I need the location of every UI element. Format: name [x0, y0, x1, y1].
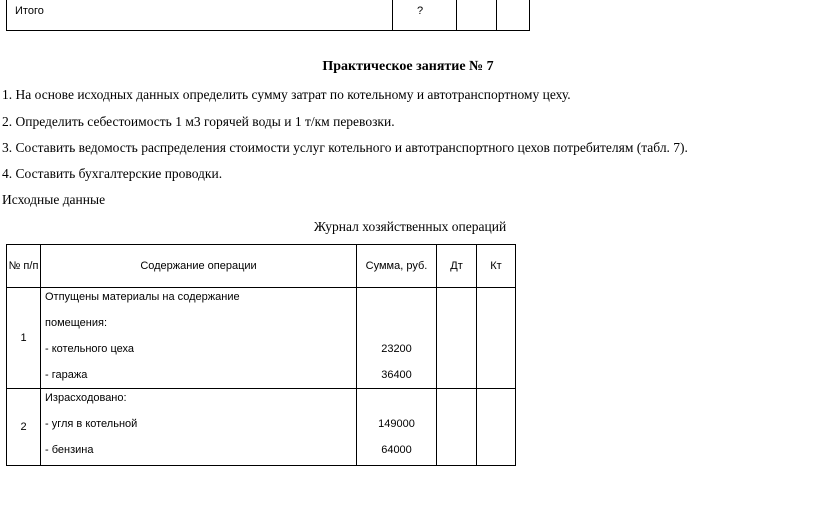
sum-line: 23200 — [381, 343, 412, 355]
row-kt — [477, 389, 516, 466]
row-dt — [437, 288, 477, 389]
sum-line: 149000 — [378, 418, 415, 430]
table-row — [7, 288, 516, 389]
header-num: № п/п — [7, 245, 41, 288]
header-kt: Кт — [477, 245, 516, 288]
table-row — [7, 389, 516, 466]
content-line: - угля в котельной — [45, 418, 138, 430]
source-data-label: Исходные данные — [2, 192, 106, 207]
row-content — [41, 389, 357, 466]
task-2: 2. Определить себестоимость 1 м3 горячей воды и 1 т/км перевозки. — [2, 114, 395, 129]
total-dt-cell — [456, 0, 496, 31]
header-content: Содержание операции — [41, 245, 357, 288]
row-num: 2 — [7, 389, 41, 466]
total-row — [6, 0, 530, 31]
sum-line — [357, 290, 436, 316]
task-1: 1. На основе исходных данных определить сумму затрат по котельному и автотранспортному цеху. — [2, 87, 571, 102]
content-line: помещения: — [45, 317, 108, 329]
total-label: Итого — [15, 5, 44, 17]
header-sum: Сумма, руб. — [357, 245, 437, 288]
total-value: ? — [417, 5, 424, 17]
task-3: 3. Составить ведомость распределения стоимости услуг котельного и автотранспортного цехов потребителям (табл. 7). — [2, 140, 688, 155]
sum-line — [357, 391, 436, 417]
content-line: - гаража — [45, 369, 88, 381]
content-line: - котельного цеха — [45, 343, 135, 355]
row-content — [41, 288, 357, 389]
journal-title: Журнал хозяйственных операций — [313, 219, 507, 234]
task-4: 4. Составить бухгалтерские проводки. — [2, 166, 223, 181]
sum-line: 64000 — [381, 444, 412, 456]
sum-line — [357, 316, 436, 342]
content-line: - бензина — [45, 444, 94, 456]
row-num: 1 — [7, 288, 41, 389]
content-line: Отпущены материалы на содержание — [45, 291, 240, 303]
row-sum — [357, 288, 437, 389]
total-kt-cell — [496, 0, 531, 31]
row-sum — [357, 389, 437, 466]
content-line: Израсходовано: — [45, 392, 127, 404]
row-kt — [477, 288, 516, 389]
table-header-row — [7, 245, 516, 288]
header-dt: Дт — [437, 245, 477, 288]
total-sum-cell — [392, 0, 456, 31]
row-dt — [437, 389, 477, 466]
page-heading: Практическое занятие № 7 — [322, 59, 494, 74]
sum-line: 36400 — [381, 369, 412, 381]
journal-table — [6, 244, 516, 466]
